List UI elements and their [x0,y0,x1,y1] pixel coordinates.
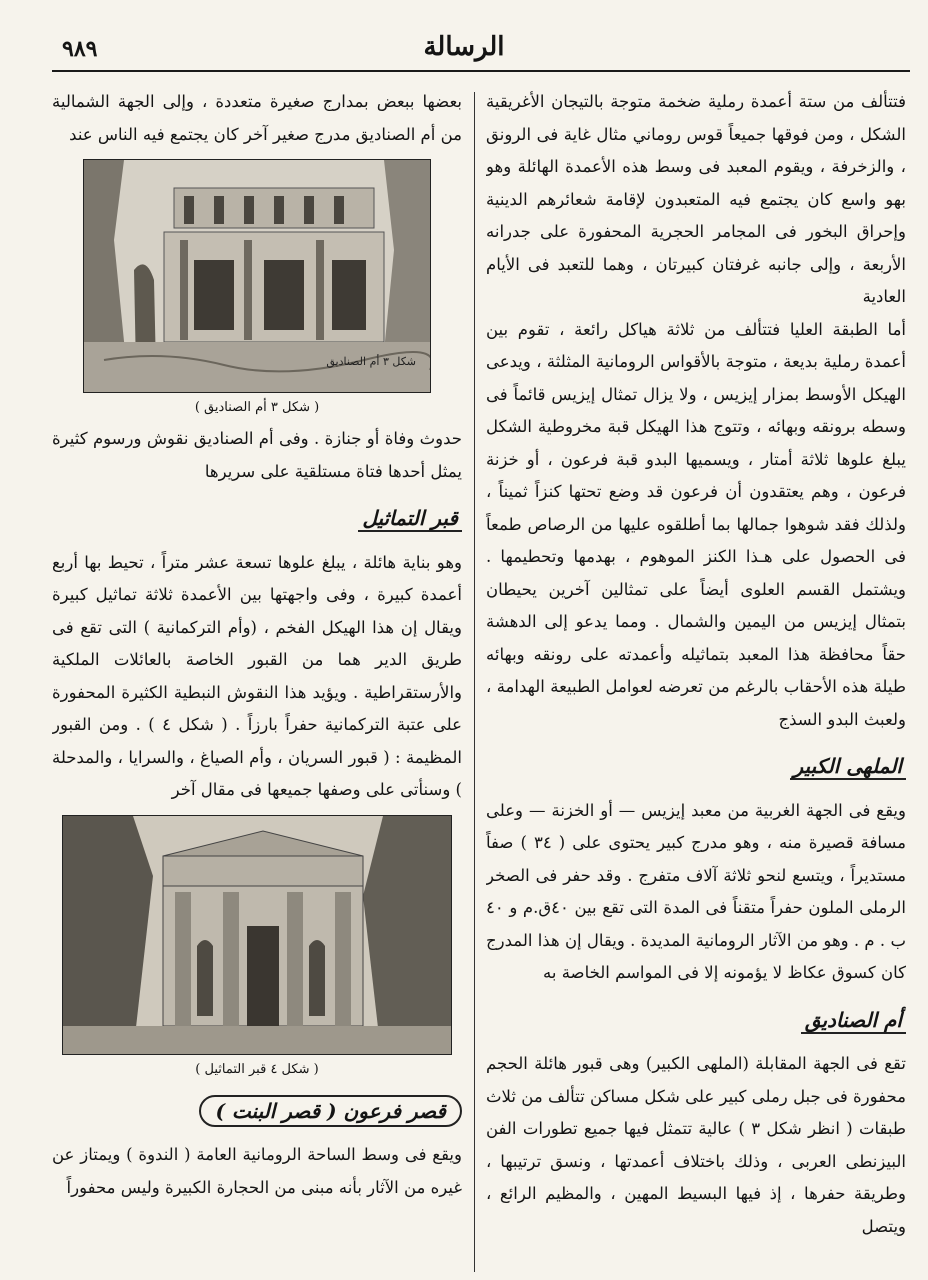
section-heading-umm-al-sanadiq: أم الصناديق [486,1004,906,1039]
figure-umm-al-sanadiq-photo [83,159,431,393]
right-column [486,86,906,1266]
section-heading-qasr-firaun: قصر فرعون ( قصر البنت ) [52,1095,462,1130]
header-rule [52,70,910,72]
paragraph-continuation: بعضها ببعض بمدارج صغيرة متعددة ، وإلى الجهة الشمالية من أم الصناديق مدرج صغير آخر كان يجتمع فيه الناس عند [52,92,462,144]
paragraph-tomb-of-statues: وهو بناية هائلة ، يبلغ علوها تسعة عشر متراً ، تحيط بها أربع أعمدة كبيرة ، وفى واجهتها بين الأعمدة ثلاثة تماثيل كبيرة ويقال إن هذا الهيكل الفخم ، (وأم التركمانية ) التى تقع فى طريق الدير هما من القبور الخاصة بالعائلات الملكية والأرستقراطية . ويؤيد هذا النقوش النبطية الكثيرة المحفورة على عتبة التركمانية حفراً بارزاً . ( شكل ٤ ) . ومن القبور المظيمة : ( قبور السريان ، وأم الصياغ ، والسرايا ، والمدحلة ) وسنأتى على وصفها جميعها فى مقال آخر [52,552,462,799]
figure-tomb-of-statues-photo [62,815,452,1055]
figure-2-caption: ( شكل ٤ قبر التماثيل ) [195,1061,319,1077]
figure-1-inscription: شكل ٣ أم الصناديق [326,354,416,368]
figure-1-caption: ( شكل ٣ أم الصناديق ) [194,400,320,415]
section-heading-tomb-of-statues: قبر التماثيل [52,502,462,537]
paragraph-upper-level: أما الطبقة العليا فتتألف من ثلاثة هياكل رائعة ، تقوم بين أعمدة رملية بديعة ، متوجة بالأقواس الرومانية المثلثة ، ويدعى الهيكل الأوسط بمزار إيزيس ، ولا يزال تمثال إيزيس قائماً فى وسطه برونقه وبهائه ، وتتوج هذا الهيكل قبة مخروطية الشكل يبلغ علوها ثلاثة أمتار ، ويسميها البدو قبة فرعون ، أو خزنة فرعون ، وهم يعتقدون أن فرعون قد وضع تحتها كنزاً ثميناً ، ولذلك فقد شوهوا جمالها بما أطلقوه عليها من الرصاص طمعاً فى الحصول على هـذا الكنز الموهوم ، بهدمها وتحطيمها . ويشتمل القسم العلوى أيضاً على تمثالين آخرين يحيطان بتمثال إيزيس من اليمين والشمال . ومما يدعو إلى الدهشة حقاً محافظة هذا المعبد بتماثيله وأعمدته على رونقه وبهائه طيلة هذه الأحقاب بالرغم من تعرضه لعوامل الطبيعة الهدامة ، ولعبث البدو السذج [486,319,906,729]
page-number: ٩٨٩ [62,36,98,62]
paragraph-qasr-firaun: ويقع فى وسط الساحة الرومانية العامة ( الندوة ) ويمتاز عن غيره من الآثار بأنه مبنى من الحجارة الكبيرة وليس محفوراً [52,1145,462,1197]
tomb-of-statues-engraving [63,816,451,1054]
paragraph-death-gatherings: حدوث وفاة أو جنازة . وفى أم الصناديق نقوش ورسوم كثيرة يمثل أحدها فتاة مستلقية على سريرها [52,429,462,481]
column-divider [474,92,475,1272]
paragraph-umm-al-sanadiq: تقع فى الجهة المقابلة (الملهى الكبير) وهى قبور هائلة الحجم محفورة فى جبل رملى كبير على شكل مساكن تتألف من ثلاث طبقات ( انظر شكل ٣ ) عالية تتمثل فيها جميع تطورات الفن البيزنطى العربى ، وذلك باختلاف أعمدتها ، ونسق ترتيبها ، وطريقة حفرها ، إذ فيها البسيط المهين ، والمظيم الرائع ، ويتصل [486,1054,906,1236]
section-heading-theatre: الملهى الكبير [486,750,906,785]
magazine-title: الرسالة [423,32,505,62]
paragraph-theatre: ويقع فى الجهة الغربية من معبد إيزيس — أو الخزنة — وعلى مسافة قصيرة منه ، وهو مدرج كبير يحتوى على ( ٣٤ ) صفاً مستديراً ، ويتسع لنحو ثلاثة آلاف متفرج . وقد حفر فى الصخر الرملى الملون حفراً متقناً فى المدة التى تقع بين ٤٠ق.م و ٤٠ ب . م . وهو من الآثار الرومانية المديدة . ويقال إن هذا المدرج كان كسوق عكاظ لا يؤمونه إلا فى المواسم الخاصة به [486,800,906,982]
left-column [52,86,462,1266]
paragraph-temple-facade: فتتألف من ستة أعمدة رملية ضخمة متوجة بالتيجان الأغريقية الشكل ، ومن فوقها جميعاً قوس روماني مثال غاية فى الرونق ، والزخرفة ، ويقوم المعبد فى وسط هذه الأعمدة الهائلة وهو بهو واسع كان يجتمع فيه المتعبدون لإقامة شعائرهم الدينية وإحراق البخور فى المجامر الحجرية المحفورة على جدرانه الأربعة ، وإلى جانبه غرفتان كبيرتان ، وهما للتعبد فى الأيام العادية [486,92,906,306]
